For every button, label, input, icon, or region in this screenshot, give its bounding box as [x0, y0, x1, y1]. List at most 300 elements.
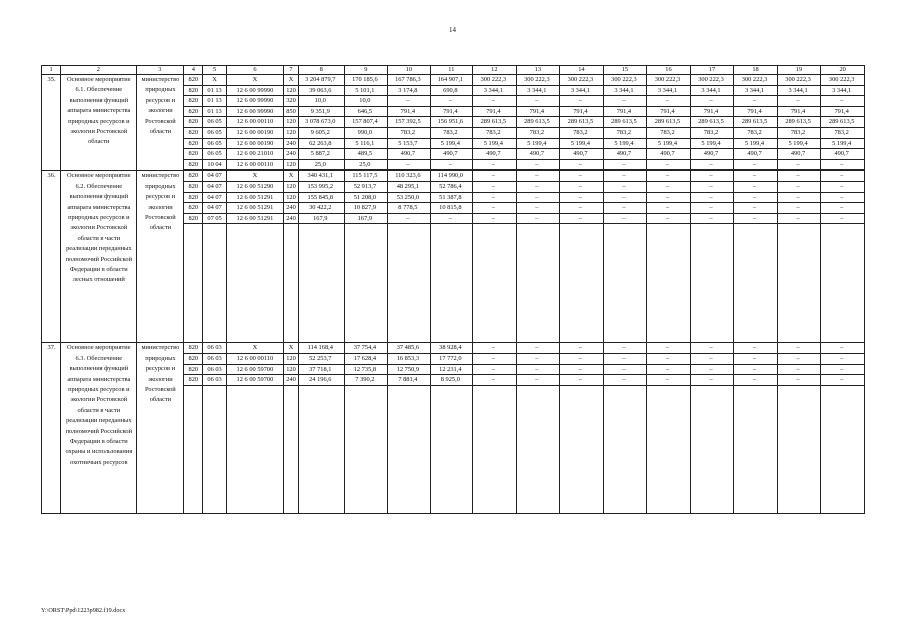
table-cell: 783,2 [516, 127, 560, 138]
empty-cell [388, 385, 430, 513]
table-cell: 06 03 [203, 343, 226, 354]
table-cell: 791,4 [734, 106, 778, 117]
table-cell: 120 [284, 364, 299, 375]
table-cell: 820 [184, 149, 203, 160]
table-cell: – [473, 353, 517, 364]
table-cell: 490,7 [647, 149, 691, 160]
empty-cell [734, 385, 778, 513]
table-cell: 48 295,1 [388, 181, 430, 192]
table-cell: 5 887,2 [298, 149, 344, 160]
table-cell: 289 613,5 [560, 117, 604, 128]
table-cell: – [690, 213, 734, 224]
table-cell: 3 078 673,0 [298, 117, 344, 128]
table-cell: – [777, 343, 821, 354]
table-cell: 12 6 00 00110 [226, 353, 283, 364]
table-cell: 06 05 [203, 117, 226, 128]
column-number: 15 [603, 66, 647, 75]
table-cell: – [647, 181, 691, 192]
table-cell: – [516, 159, 560, 170]
table-cell: – [516, 213, 560, 224]
table-cell: 167 786,3 [388, 75, 430, 86]
empty-cell [473, 224, 517, 343]
table-cell: 289 613,5 [473, 117, 517, 128]
table-cell: – [516, 375, 560, 386]
table-cell: 12 6 00 99990 [226, 96, 283, 107]
table-cell: 37 754,4 [344, 343, 388, 354]
table-cell: 490,7 [821, 149, 865, 160]
table-cell: – [516, 96, 560, 107]
table-cell: 155 845,8 [298, 192, 344, 203]
table-cell: 01 13 [203, 96, 226, 107]
table-cell: – [560, 96, 604, 107]
table-cell: – [430, 159, 472, 170]
empty-cell [284, 385, 299, 513]
table-cell: 300 222,3 [777, 75, 821, 86]
table-cell: 06 05 [203, 138, 226, 149]
table-cell: 52 786,4 [430, 181, 472, 192]
table-cell: – [516, 364, 560, 375]
table-cell: – [734, 364, 778, 375]
table-cell: 783,2 [430, 127, 472, 138]
table-cell: – [690, 192, 734, 203]
table-cell: – [690, 171, 734, 182]
table-cell: – [734, 171, 778, 182]
table-cell: – [777, 181, 821, 192]
table-cell: 820 [184, 192, 203, 203]
table-cell: 300 222,3 [603, 75, 647, 86]
table-cell: 12 6 00 00190 [226, 138, 283, 149]
table-cell: – [473, 375, 517, 386]
table-cell: 06 03 [203, 364, 226, 375]
table-cell: 06 05 [203, 127, 226, 138]
table-cell: 120 [284, 85, 299, 96]
table-cell: – [603, 203, 647, 214]
table-cell: 5 199,4 [734, 138, 778, 149]
table-cell: 820 [184, 364, 203, 375]
table-cell: – [603, 96, 647, 107]
table-cell: 300 222,3 [647, 75, 691, 86]
table-cell: 300 222,3 [473, 75, 517, 86]
table-cell: 791,4 [560, 106, 604, 117]
table-cell: – [516, 353, 560, 364]
table-cell: – [647, 343, 691, 354]
table-cell: 167,9 [298, 213, 344, 224]
table-cell: 820 [184, 353, 203, 364]
table-cell: 289 613,5 [734, 117, 778, 128]
table-cell: – [821, 353, 865, 364]
table-cell: 39 063,6 [298, 85, 344, 96]
table-cell: 820 [184, 159, 203, 170]
table-cell: – [560, 171, 604, 182]
table-cell: – [516, 343, 560, 354]
table-cell: – [734, 96, 778, 107]
table-cell: 289 613,5 [603, 117, 647, 128]
table-cell: 37 718,1 [298, 364, 344, 375]
table-cell: – [777, 203, 821, 214]
table-cell: 490,7 [516, 149, 560, 160]
table-cell: 156 951,6 [430, 117, 472, 128]
empty-cell [203, 385, 226, 513]
empty-cell [647, 385, 691, 513]
table-cell: 646,5 [344, 106, 388, 117]
table-cell: 10 815,8 [430, 203, 472, 214]
table-cell: 17 772,0 [430, 353, 472, 364]
table-cell: 820 [184, 117, 203, 128]
table-cell: 791,4 [473, 106, 517, 117]
table-cell: 5 199,4 [430, 138, 472, 149]
table-cell: 300 222,3 [560, 75, 604, 86]
table-cell: 17 628,4 [344, 353, 388, 364]
table-cell: 300 222,3 [734, 75, 778, 86]
activity-description: Основное мероприятие 6.1. Обеспечение выполнения функций аппарата министерства природных ресурсов и экологии Ростовской области [61, 75, 136, 171]
column-number: 16 [647, 66, 691, 75]
table-cell: 12 6 00 99990 [226, 106, 283, 117]
table-cell: 850 [284, 106, 299, 117]
empty-cell [603, 385, 647, 513]
table-cell: 3 344,1 [821, 85, 865, 96]
empty-cell [298, 224, 344, 343]
table-cell: 30 422,2 [298, 203, 344, 214]
table-cell: – [560, 181, 604, 192]
empty-cell [388, 224, 430, 343]
column-number: 5 [203, 66, 226, 75]
empty-cell [690, 385, 734, 513]
table-cell: – [777, 96, 821, 107]
empty-cell [473, 385, 517, 513]
table-cell: – [734, 213, 778, 224]
table-cell: – [690, 159, 734, 170]
table-cell: – [647, 213, 691, 224]
table-cell: – [734, 192, 778, 203]
table-cell: 52 913,7 [344, 181, 388, 192]
table-cell: 10,0 [298, 96, 344, 107]
row-number: 37. [42, 343, 61, 513]
table-cell: – [647, 171, 691, 182]
table-cell: – [690, 203, 734, 214]
table-cell: X [284, 75, 299, 86]
empty-cell [430, 224, 472, 343]
table-cell: – [473, 203, 517, 214]
column-number: 18 [734, 66, 778, 75]
table-cell: – [473, 364, 517, 375]
table-cell: 12 6 00 51291 [226, 203, 283, 214]
table-row [42, 343, 865, 354]
table-cell: 3 174,8 [388, 85, 430, 96]
table-cell: – [560, 159, 604, 170]
table-cell: 490,7 [777, 149, 821, 160]
page-number: 14 [449, 26, 456, 34]
responsible-executor: министерство природных ресурсов и экологии Ростовской области [136, 171, 184, 343]
table-cell: 51 208,0 [344, 192, 388, 203]
column-number: 20 [821, 66, 865, 75]
table-cell: – [821, 159, 865, 170]
table-cell: – [647, 364, 691, 375]
table-cell: 783,2 [560, 127, 604, 138]
table-cell: 490,7 [690, 149, 734, 160]
table-cell: 300 222,3 [690, 75, 734, 86]
table-cell: – [560, 353, 604, 364]
activity-description: Основное мероприятие 6.3. Обеспечение выполнения функций аппарата министерства природных ресурсов и экологии Ростовской области в части реализации переданных полномочий Российской Федерации в области охраны и использования охотничьих ресурсов [61, 343, 136, 513]
table-row [42, 171, 865, 182]
column-number: 12 [473, 66, 517, 75]
table-cell: 52 253,7 [298, 353, 344, 364]
column-number: 9 [344, 66, 388, 75]
table-cell: – [516, 171, 560, 182]
empty-cell [516, 385, 560, 513]
table-cell: 120 [284, 117, 299, 128]
table-cell: 791,4 [430, 106, 472, 117]
table-cell: 120 [284, 353, 299, 364]
table-cell: X [284, 171, 299, 182]
table-cell: – [647, 159, 691, 170]
responsible-executor: министерство природных ресурсов и экологии Ростовской области [136, 343, 184, 513]
table-cell: – [560, 343, 604, 354]
table-cell: – [430, 213, 472, 224]
table-cell: 157 807,4 [344, 117, 388, 128]
table-cell: – [560, 364, 604, 375]
empty-cell [344, 385, 388, 513]
table-cell: 3 344,1 [690, 85, 734, 96]
table-cell: 12 6 00 51291 [226, 213, 283, 224]
table-cell: – [647, 353, 691, 364]
empty-cell [777, 224, 821, 343]
table-cell: 12 6 00 00110 [226, 117, 283, 128]
table-cell: 25,0 [344, 159, 388, 170]
table-cell: 12 735,8 [344, 364, 388, 375]
table-cell: – [690, 96, 734, 107]
table-cell: – [777, 192, 821, 203]
table-cell: 07 05 [203, 213, 226, 224]
empty-cell [560, 224, 604, 343]
table-cell: 240 [284, 375, 299, 386]
table-cell: 820 [184, 203, 203, 214]
table-cell: 5 199,4 [603, 138, 647, 149]
table-cell: 490,7 [473, 149, 517, 160]
empty-cell [647, 224, 691, 343]
table-cell: 3 344,1 [647, 85, 691, 96]
responsible-executor: министерство природных ресурсов и экологии Ростовской области [136, 75, 184, 171]
table-cell: – [603, 192, 647, 203]
column-number: 7 [284, 66, 299, 75]
table-cell: 8 778,5 [388, 203, 430, 214]
table-cell: – [473, 213, 517, 224]
table-cell: 783,2 [603, 127, 647, 138]
table-cell: 120 [284, 192, 299, 203]
table-cell: 3 344,1 [473, 85, 517, 96]
table-cell: 820 [184, 138, 203, 149]
table-cell: – [647, 192, 691, 203]
table-cell: 62 263,8 [298, 138, 344, 149]
table-cell: – [777, 375, 821, 386]
table-cell: 820 [184, 75, 203, 86]
table-cell: – [647, 203, 691, 214]
table-cell: 783,2 [690, 127, 734, 138]
table-cell: 289 613,5 [647, 117, 691, 128]
table-cell: 04 07 [203, 171, 226, 182]
table-cell: – [821, 96, 865, 107]
table-cell: – [473, 192, 517, 203]
table-cell: 10,0 [344, 96, 388, 107]
table-cell: 820 [184, 96, 203, 107]
table-cell: 12 231,4 [430, 364, 472, 375]
table-cell: 120 [284, 181, 299, 192]
table-cell: – [473, 96, 517, 107]
table-cell: – [603, 353, 647, 364]
table-cell: – [690, 375, 734, 386]
table-cell: – [821, 213, 865, 224]
table-cell: – [821, 192, 865, 203]
table-cell: 7 881,4 [388, 375, 430, 386]
table-cell: 5 199,4 [821, 138, 865, 149]
table-cell: 690,8 [430, 85, 472, 96]
table-cell: 240 [284, 138, 299, 149]
footer-file-path: Y:\ORST\Ppd\1223p982.f19.docx [41, 607, 126, 614]
table-cell: – [821, 203, 865, 214]
column-number: 2 [61, 66, 136, 75]
empty-cell [184, 385, 203, 513]
table-cell: 10 827,9 [344, 203, 388, 214]
table-cell: 791,4 [777, 106, 821, 117]
column-number: 17 [690, 66, 734, 75]
table-cell: 51 387,8 [430, 192, 472, 203]
table-cell: 3 344,1 [734, 85, 778, 96]
table-cell: – [603, 375, 647, 386]
table-cell: 490,7 [734, 149, 778, 160]
table-cell: 791,4 [388, 106, 430, 117]
table-cell: X [284, 343, 299, 354]
table-cell: 3 344,1 [603, 85, 647, 96]
table-cell: 01 13 [203, 85, 226, 96]
table-cell: 06 05 [203, 149, 226, 160]
table-cell: 06 03 [203, 375, 226, 386]
table-cell: 164 907,1 [430, 75, 472, 86]
table-cell: 820 [184, 85, 203, 96]
table-cell: 300 222,3 [516, 75, 560, 86]
table-cell: 5 199,4 [560, 138, 604, 149]
empty-cell [603, 224, 647, 343]
table-cell: 783,2 [777, 127, 821, 138]
table-cell: 12 6 00 59700 [226, 375, 283, 386]
table-cell: – [603, 343, 647, 354]
empty-cell [203, 224, 226, 343]
column-number: 3 [136, 66, 184, 75]
empty-cell [821, 385, 865, 513]
empty-cell [560, 385, 604, 513]
column-number: 19 [777, 66, 821, 75]
table-cell: X [203, 75, 226, 86]
table-cell: 490,7 [430, 149, 472, 160]
table-cell: 490,7 [603, 149, 647, 160]
table-cell: 5 116,1 [344, 138, 388, 149]
table-cell: – [777, 213, 821, 224]
table-cell: 3 204 879,7 [298, 75, 344, 86]
table-cell: 5 199,4 [473, 138, 517, 149]
table-cell: – [603, 364, 647, 375]
empty-cell [226, 385, 283, 513]
empty-cell [516, 224, 560, 343]
table-row [42, 75, 865, 86]
table-cell: 10 04 [203, 159, 226, 170]
table-cell: – [821, 364, 865, 375]
table-cell: 38 928,4 [430, 343, 472, 354]
table-cell: X [226, 343, 283, 354]
table-cell: 157 392,5 [388, 117, 430, 128]
empty-cell [430, 385, 472, 513]
table-cell: 820 [184, 375, 203, 386]
empty-cell [777, 385, 821, 513]
table-cell: X [226, 75, 283, 86]
table-cell: – [430, 96, 472, 107]
table-cell: 5 199,4 [516, 138, 560, 149]
table-cell: – [821, 375, 865, 386]
table-cell: 320 [284, 96, 299, 107]
row-number: 36. [42, 171, 61, 343]
table-cell: – [821, 171, 865, 182]
table-cell: – [473, 171, 517, 182]
table-cell: 114 168,4 [298, 343, 344, 354]
table-cell: 791,4 [690, 106, 734, 117]
table-cell: 489,5 [344, 149, 388, 160]
table-cell: 340 431,1 [298, 171, 344, 182]
table-cell: – [734, 159, 778, 170]
table-cell: 289 613,5 [516, 117, 560, 128]
table-cell: – [388, 159, 430, 170]
table-cell: – [473, 159, 517, 170]
table-cell: 5 199,4 [647, 138, 691, 149]
column-number: 6 [226, 66, 283, 75]
table-cell: 783,2 [647, 127, 691, 138]
empty-cell [298, 385, 344, 513]
table-cell: – [821, 181, 865, 192]
table-cell: 820 [184, 181, 203, 192]
table-cell: – [603, 181, 647, 192]
table-cell: X [226, 171, 283, 182]
table-cell: 12 6 00 59700 [226, 364, 283, 375]
table-cell: 240 [284, 203, 299, 214]
table-cell: 8 925,0 [430, 375, 472, 386]
table-cell: 783,2 [388, 127, 430, 138]
column-number: 8 [298, 66, 344, 75]
table-cell: 820 [184, 127, 203, 138]
column-number-row [42, 66, 865, 75]
table-cell: 53 250,0 [388, 192, 430, 203]
table-cell: 114 990,0 [430, 171, 472, 182]
table-cell: 5 199,4 [690, 138, 734, 149]
table-cell: – [734, 375, 778, 386]
activity-description: Основное мероприятие 6.2. Обеспечение выполнения функций аппарата министерства природных ресурсов и экологии Ростовской области в части реализации переданных полномочий Российской Федерации в области лесных отношений [61, 171, 136, 343]
table-cell: 300 222,3 [821, 75, 865, 86]
table-cell: – [647, 96, 691, 107]
table-cell: – [603, 213, 647, 224]
table-cell: 5 101,1 [344, 85, 388, 96]
table-cell: 04 07 [203, 192, 226, 203]
table-cell: – [560, 203, 604, 214]
table-cell: – [560, 375, 604, 386]
table-cell: – [734, 181, 778, 192]
table-cell: 04 07 [203, 203, 226, 214]
column-number: 13 [516, 66, 560, 75]
table-cell: – [388, 213, 430, 224]
column-number: 14 [560, 66, 604, 75]
table-cell: 3 344,1 [516, 85, 560, 96]
table-cell: 3 344,1 [777, 85, 821, 96]
empty-cell [184, 224, 203, 343]
table-cell: 820 [184, 213, 203, 224]
table-cell: – [516, 181, 560, 192]
column-number: 1 [42, 66, 61, 75]
table-cell: 01 13 [203, 106, 226, 117]
table-cell: 820 [184, 343, 203, 354]
